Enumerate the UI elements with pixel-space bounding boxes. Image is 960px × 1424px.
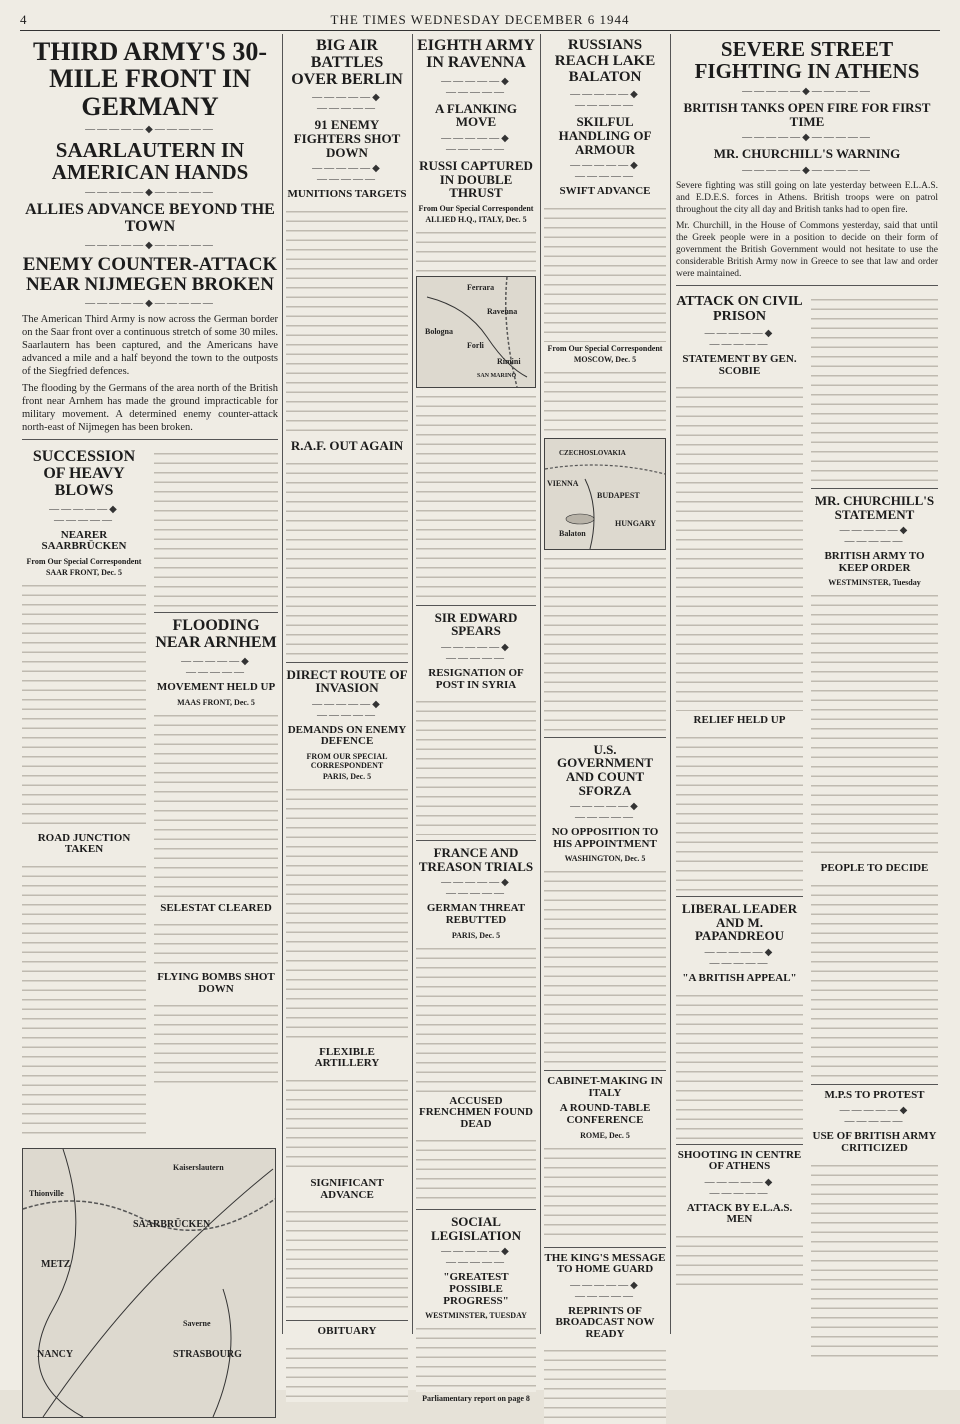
ornament-divider xyxy=(811,1105,938,1127)
headline-scobie: STATEMENT BY GEN. SCOBIE xyxy=(682,353,797,377)
map-label: Rimini xyxy=(497,356,521,366)
headline-accused-frenchmen: ACCUSED FRENCHMEN FOUND DEAD xyxy=(419,1094,533,1130)
map-hungary xyxy=(544,438,666,550)
map-label: Forli xyxy=(467,340,484,350)
article-text-block xyxy=(544,1344,666,1424)
ornament-divider xyxy=(676,165,938,176)
article-text-block xyxy=(676,381,803,711)
column-rule xyxy=(282,34,283,1334)
article-text-block xyxy=(154,447,278,607)
divider xyxy=(811,1084,938,1085)
ornament-divider xyxy=(544,1280,666,1302)
article-text-block xyxy=(416,226,536,274)
headline-greatest-progress: "GREATEST POSSIBLE PROGRESS" xyxy=(443,1271,509,1307)
divider xyxy=(154,612,278,613)
ornament-divider xyxy=(416,1246,536,1268)
ornament-divider xyxy=(22,298,278,309)
headline-british-appeal: "A BRITISH APPEAL" xyxy=(682,971,797,984)
article-text-block xyxy=(154,709,278,899)
headline-flying-bombs: FLYING BOMBS SHOT DOWN xyxy=(157,971,275,995)
map-label: SAARBRÜCKEN xyxy=(133,1219,211,1231)
ornament-divider xyxy=(416,133,536,155)
ornament-divider xyxy=(416,877,536,899)
headline-athens-fighting: SEVERE STREET FIGHTING IN ATHENS xyxy=(694,37,920,84)
headline-social-legislation: SOCIAL LEGISLATION xyxy=(430,1214,522,1243)
article-text-block xyxy=(676,989,803,1139)
article-text-block xyxy=(286,783,408,1043)
headline-resignation: RESIGNATION OF POST IN SYRIA xyxy=(428,667,524,691)
map-label: SAN MARINO xyxy=(477,372,517,379)
article-text-block xyxy=(676,731,803,891)
headline-selestat: SELESTAT CLEARED xyxy=(160,901,272,914)
divider xyxy=(416,1209,536,1210)
column-3 xyxy=(416,34,536,1404)
ornament-divider xyxy=(22,124,278,135)
article-text-block xyxy=(22,860,146,1140)
ornament-divider xyxy=(22,187,278,198)
byline: From Our Special Correspondent xyxy=(547,343,663,353)
ornament-divider xyxy=(676,86,938,97)
map-label: CZECHOSLOVAKIA xyxy=(559,448,626,457)
ornament-divider xyxy=(676,132,938,143)
article-text-block xyxy=(286,205,408,435)
column-rule xyxy=(540,34,541,1334)
divider xyxy=(544,1247,666,1248)
ornament-divider xyxy=(676,328,803,350)
lead-paragraph-1: Severe fighting was still going on late yesterday between E.L.A.S. and E.D.E.S. forces in Athens. British troops were on patrol throughout the city all day and British tanks had to open fire. xyxy=(676,181,938,216)
ornament-divider xyxy=(544,801,666,823)
article-text-block xyxy=(286,1074,408,1174)
headline-count-sforza: U.S. GOVERNMENT AND COUNT SFORZA xyxy=(556,741,654,798)
divider xyxy=(416,605,536,606)
headline-liberal-leader: LIBERAL LEADER AND M. PAPANDREOU xyxy=(681,901,798,944)
ornament-divider xyxy=(811,525,938,547)
article-text-block xyxy=(416,1322,536,1392)
byline: From Our Special Correspondent xyxy=(26,556,142,566)
ornament-divider xyxy=(286,92,408,114)
headline-third-army: THIRD ARMY'S 30-MILE FRONT IN GERMANY xyxy=(32,37,267,121)
lead-paragraph-1: The American Third Army is now across the German border on the Saar front over a continuous stretch of some 30 miles. Saarlautern has been captured, and the Americans have advanced a mile and a half beyond the town to the outposts of the Siegfried defences. xyxy=(22,314,278,378)
headline-relief-held-up: RELIEF HELD UP xyxy=(693,714,786,727)
article-text-block xyxy=(544,1142,666,1242)
headline-flanking-move: A FLANKING MOVE xyxy=(435,100,517,130)
ornament-divider xyxy=(544,160,666,182)
map-ravenna xyxy=(416,276,536,388)
sub-columns xyxy=(22,445,278,1142)
article-text-block xyxy=(416,390,536,600)
dateline: PARIS, Dec. 5 xyxy=(322,771,372,781)
headline-civil-prison: ATTACK ON CIVIL PRISON xyxy=(676,294,803,324)
ornament-divider xyxy=(416,642,536,664)
dateline: ALLIED H.Q., ITALY, Dec. 5 xyxy=(425,214,527,224)
map-label: STRASBOURG xyxy=(173,1349,242,1361)
masthead xyxy=(20,10,940,31)
map-label: VIENNA xyxy=(547,478,579,488)
ornament-divider xyxy=(154,656,278,678)
headline-saarbrucken: NEARER SAARBRÜCKEN xyxy=(41,528,127,553)
headline-german-threat: GERMAN THREAT REBUTTED xyxy=(426,902,526,926)
headline-flexible-artillery: FLEXIBLE ARTILLERY xyxy=(314,1045,380,1070)
headline-cabinet-making: CABINET-MAKING IN ITALY xyxy=(547,1075,663,1099)
divider xyxy=(416,840,536,841)
article-text-block xyxy=(154,999,278,1089)
headline-raf-out-again: R.A.F. OUT AGAIN xyxy=(290,437,404,453)
column-5 xyxy=(676,34,938,1334)
headline-road-junction: ROAD JUNCTION TAKEN xyxy=(37,831,131,856)
headline-russi: RUSSI CAPTURED IN DOUBLE THRUST xyxy=(419,157,533,201)
divider xyxy=(676,896,803,897)
article-text-block xyxy=(544,366,666,436)
headline-movement-held-up: MOVEMENT HELD UP xyxy=(156,681,276,694)
headline-significant-advance: SIGNIFICANT ADVANCE xyxy=(310,1176,384,1201)
map-label: Thionville xyxy=(29,1189,64,1199)
sub-column-right xyxy=(811,291,938,1361)
map-label: Bologna xyxy=(425,326,454,336)
dateline: PARIS, Dec. 5 xyxy=(451,930,501,940)
column-1 xyxy=(22,34,278,1361)
headline-people-decide: PEOPLE TO DECIDE xyxy=(820,862,929,875)
headline-tanks-open-fire: BRITISH TANKS OPEN FIRE FOR FIRST TIME xyxy=(683,100,931,129)
article-text-block xyxy=(154,918,278,968)
headline-treason-trials: FRANCE AND TREASON TRIALS xyxy=(418,845,534,874)
map-label: Kaiserslautern xyxy=(173,1163,224,1173)
article-text-block xyxy=(811,293,938,483)
dateline: SAAR FRONT, Dec. 5 xyxy=(45,567,123,577)
ornament-divider xyxy=(544,89,666,111)
ornament-divider xyxy=(286,699,408,721)
article-text-block xyxy=(416,695,536,835)
headline-round-table: A ROUND-TABLE CONFERENCE xyxy=(559,1102,651,1127)
divider xyxy=(544,737,666,738)
headline-reprints: REPRINTS OF BROADCAST NOW READY xyxy=(555,1304,655,1340)
headline-air-battles: BIG AIR BATTLES OVER BERLIN xyxy=(291,37,403,88)
headline-armour: SKILFUL HANDLING OF ARMOUR xyxy=(558,114,652,157)
headline-swift-advance: SWIFT ADVANCE xyxy=(559,185,651,198)
page-number: 4 xyxy=(20,12,28,27)
headline-nijmegen: ENEMY COUNTER-ATTACK NEAR NIJMEGEN BROKEN xyxy=(22,253,278,295)
ornament-divider xyxy=(676,1177,803,1199)
headline-keep-order: BRITISH ARMY TO KEEP ORDER xyxy=(824,550,925,574)
headline-army-criticized: USE OF BRITISH ARMY CRITICIZED xyxy=(812,1130,937,1155)
headline-churchill-statement: MR. CHURCHILL'S STATEMENT xyxy=(814,493,935,522)
divider xyxy=(22,439,278,440)
headline-saarlautern: SAARLAUTERN IN AMERICAN HANDS xyxy=(51,137,249,184)
dateline: ROME, Dec. 5 xyxy=(580,1130,630,1140)
article-text-block xyxy=(811,879,938,1079)
dateline: MAAS FRONT, Dec. 5 xyxy=(177,697,255,707)
headline-no-opposition: NO OPPOSITION TO HIS APPOINTMENT xyxy=(551,826,659,850)
column-4 xyxy=(544,34,666,1340)
article-text-block xyxy=(286,1205,408,1315)
map-label: BUDAPEST xyxy=(597,490,640,500)
ornament-divider xyxy=(22,504,146,526)
dateline: MOSCOW, Dec. 5 xyxy=(573,354,637,364)
divider xyxy=(676,285,938,286)
headline-churchill-warning: MR. CHURCHILL'S WARNING xyxy=(713,146,901,162)
dateline: WESTMINSTER, Tuesday xyxy=(828,578,921,588)
article-text-block xyxy=(544,865,666,1065)
headline-edward-spears: SIR EDWARD SPEARS xyxy=(434,609,518,639)
headline-obituary: OBITUARY xyxy=(317,1325,377,1338)
headline-flooding-arnhem: FLOODING NEAR ARNHEM xyxy=(155,617,277,652)
byline: FROM OUR SPECIAL CORRESPONDENT xyxy=(306,751,388,770)
headline-lake-balaton: RUSSIANS REACH LAKE BALATON xyxy=(554,37,656,85)
ornament-divider xyxy=(286,163,408,185)
sub-column-left xyxy=(22,445,146,1142)
sub-columns xyxy=(676,291,938,1361)
map-label: METZ xyxy=(41,1259,71,1271)
column-rule xyxy=(412,34,413,1334)
article-text-block xyxy=(811,589,938,859)
article-text-block xyxy=(676,1230,803,1290)
article-text-block xyxy=(544,202,666,342)
headline-elas-attack: ATTACK BY E.L.A.S. MEN xyxy=(686,1201,793,1226)
masthead-title: THE TIMES WEDNESDAY DECEMBER 6 1944 xyxy=(330,12,630,27)
article-text-block xyxy=(811,1159,938,1359)
article-text-block xyxy=(544,552,666,732)
headline-enemy-fighters: 91 ENEMY FIGHTERS SHOT DOWN xyxy=(293,117,401,160)
ornament-divider xyxy=(22,240,278,251)
dateline: WESTMINSTER, TUESDAY xyxy=(425,1311,527,1321)
column-2 xyxy=(286,34,408,1338)
ornament-divider xyxy=(676,947,803,969)
headline-demands: DEMANDS ON ENEMY DEFENCE xyxy=(287,723,407,748)
headline-munitions: MUNITIONS TARGETS xyxy=(287,188,407,201)
article-text-block xyxy=(416,942,536,1092)
map-label: Ravenna xyxy=(487,306,518,316)
footer-note: Parliamentary report on page 8 xyxy=(422,1394,530,1404)
map-label: Saverne xyxy=(183,1319,211,1329)
headline-allies-advance: ALLIES ADVANCE BEYOND THE TOWN xyxy=(25,200,275,235)
divider xyxy=(544,1070,666,1071)
sub-column-right xyxy=(154,445,278,1142)
article-text-block xyxy=(286,457,408,657)
map-label: HUNGARY xyxy=(615,518,657,528)
article-text-block xyxy=(286,1342,408,1402)
map-saar-front xyxy=(22,1148,276,1418)
sub-column-left xyxy=(676,291,803,1361)
headline-eighth-army: EIGHTH ARMY IN RAVENNA xyxy=(417,37,535,71)
article-text-block xyxy=(22,579,146,829)
dateline: WASHINGTON, Dec. 5 xyxy=(564,854,646,864)
map-label: NANCY xyxy=(37,1349,74,1361)
headline-heavy-blows: SUCCESSION OF HEAVY BLOWS xyxy=(32,448,136,500)
column-rule xyxy=(670,34,671,1334)
divider xyxy=(676,1144,803,1145)
byline: From Our Special Correspondent xyxy=(418,203,534,213)
headline-invasion-route: DIRECT ROUTE OF INVASION xyxy=(286,666,408,696)
ornament-divider xyxy=(416,76,536,98)
map-label: Balaton xyxy=(559,528,586,538)
headline-kings-message: THE KING'S MESSAGE TO HOME GUARD xyxy=(544,1251,666,1276)
divider xyxy=(286,1320,408,1321)
map-label: Ferrara xyxy=(467,282,495,292)
lead-paragraph-2: The flooding by the Germans of the area north of the British front near Arnhem has made the ground impracticable for military movement. A determined enemy counter-attack north-east of Nijmegen has been broken. xyxy=(22,383,278,434)
divider xyxy=(286,662,408,663)
article-text-block xyxy=(416,1134,536,1204)
headline-shooting-centre: SHOOTING IN CENTRE OF ATHENS xyxy=(677,1148,802,1173)
lead-paragraph-2: Mr. Churchill, in the House of Commons yesterday, said that until the Greek people were in a position to decide on their form of government the British Government would not hesitate to use the considerable British Army now in Greece to see that law and order were maintained. xyxy=(676,221,938,280)
divider xyxy=(811,488,938,489)
headline-mps-protest: M.P.S TO PROTEST xyxy=(824,1088,925,1101)
